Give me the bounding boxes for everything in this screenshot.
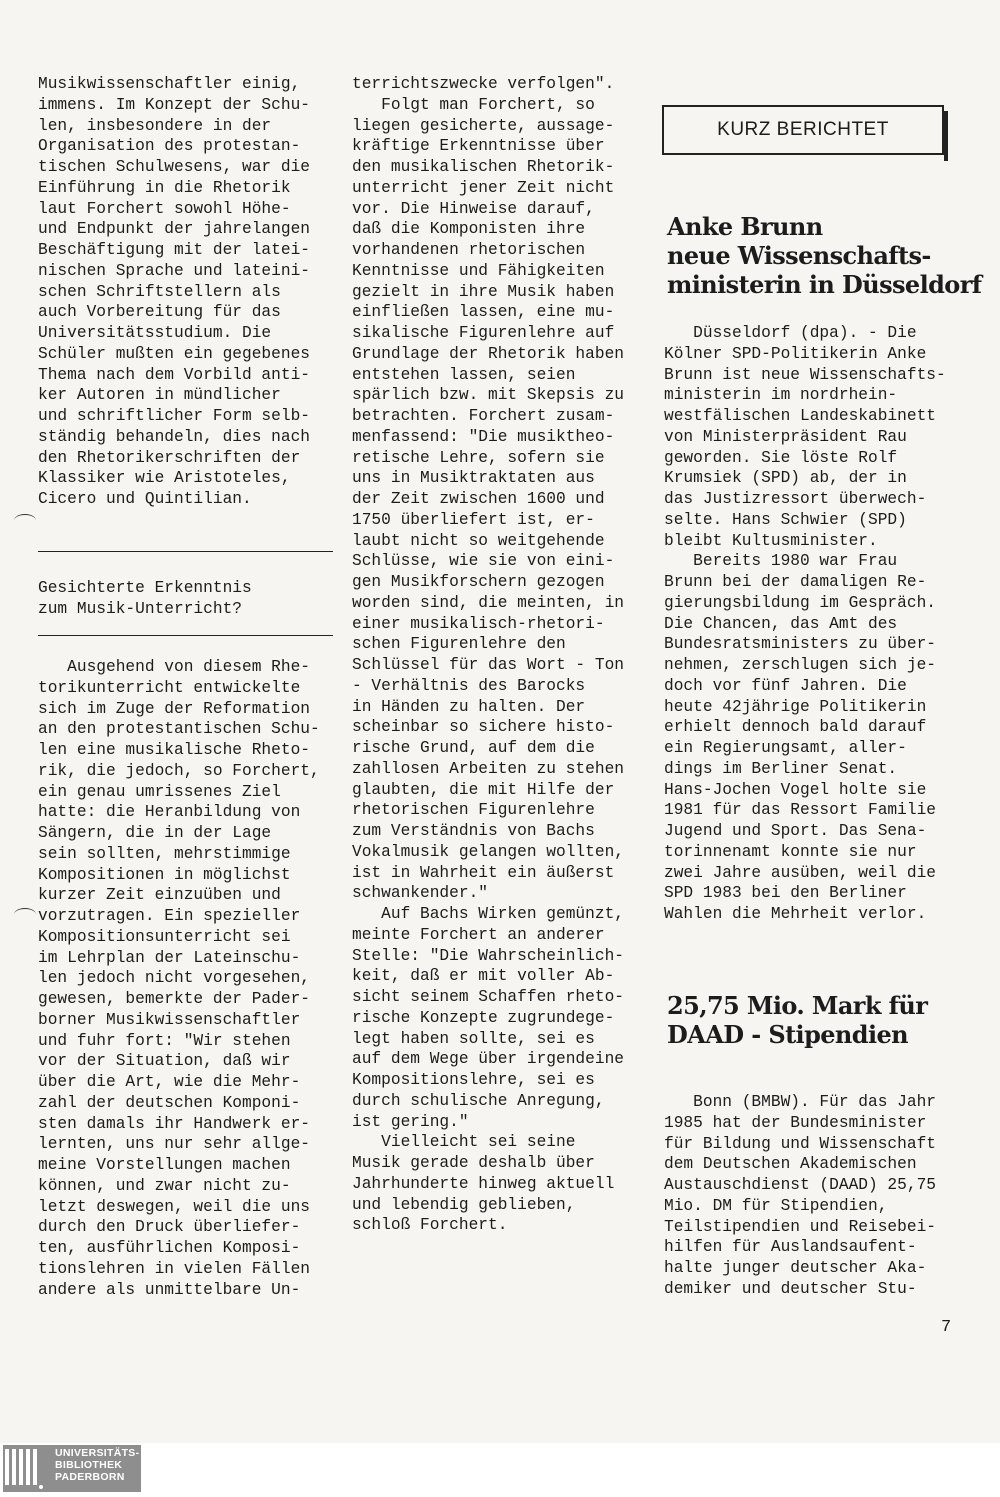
text-line: Ausgehend von diesem Rhe-: [38, 658, 310, 676]
text-line: dem Deutschen Akademischen: [664, 1155, 917, 1174]
text-line: für Bildung und Wissenschaft: [664, 1134, 936, 1153]
article-2-headline-line: 25,75 Mio. Mark für: [667, 991, 928, 1020]
text-line: sein sollten, mehrstimmige: [38, 844, 291, 863]
text-line: durch schulische Anregung,: [352, 1091, 605, 1110]
column-1-continued: [38, 657, 320, 1300]
text-line: Einführung in die Rhetorik: [38, 178, 291, 197]
text-line: Stelle: "Die Wahrscheinlich-: [352, 946, 624, 965]
text-line: worden sind, die meinten, in: [352, 593, 624, 612]
subheading: [38, 578, 252, 620]
text-line: Musikwissenschaftler einig,: [38, 75, 301, 93]
text-line: sich im Zuge der Reformation: [38, 699, 310, 718]
text-line: demiker und deutscher Stu-: [664, 1279, 917, 1298]
text-line: keit, daß er mit voller Ab-: [352, 967, 615, 986]
text-line: laubt nicht so weitgehende: [352, 531, 605, 550]
text-line: uns in Musiktraktaten aus: [352, 469, 595, 488]
text-line: Vokalmusik gelangen wollten,: [352, 842, 624, 861]
text-line: ministerin im nordrhein-: [664, 386, 898, 405]
text-line: Organisation des protestan-: [38, 137, 301, 156]
barcode-icon: [5, 1449, 40, 1490]
column-2-text: [352, 74, 624, 1236]
library-name-line: BIBLIOTHEK: [55, 1459, 123, 1471]
subheading-line: zum Musik-Unterricht?: [38, 599, 242, 618]
text-line: über die Art, wie die Mehr-: [38, 1073, 301, 1091]
text-line: selte. Hans Schwier (SPD): [664, 510, 907, 529]
text-line: glaubten, die mit Hilfe der: [352, 780, 615, 799]
text-line: letzt deswegen, weil die uns: [38, 1197, 310, 1216]
text-line: bleibt Kultusminister.: [664, 531, 878, 550]
text-line: zahl der deutschen Komponi-: [38, 1093, 301, 1112]
text-line: vorhandenen rhetorischen: [352, 241, 586, 259]
text-line: 1981 für das Ressort Familie: [664, 801, 936, 820]
text-line: rische Konzepte zugrundege-: [352, 1008, 615, 1027]
text-line: liegen gesicherte, aussage-: [352, 116, 615, 135]
text-line: Brunn ist neue Wissenschafts-: [664, 365, 946, 384]
text-line: schwankender.": [352, 884, 488, 903]
text-line: Teilstipendien und Reisebei-: [664, 1217, 936, 1236]
text-line: Schüler mußten ein gegebenes: [38, 344, 310, 363]
text-line: SPD 1983 bei den Berliner: [664, 884, 907, 903]
text-line: Krumsiek (SPD) ab, der in: [664, 469, 907, 488]
text-line: 1750 überliefert ist, er-: [352, 510, 595, 529]
text-line: gezielt in ihre Musik haben: [352, 282, 615, 301]
text-line: im Lehrplan der Lateinschu-: [38, 948, 301, 967]
subheading-line: Gesichterte Erkenntnis: [38, 579, 252, 597]
article-1-headline: [667, 212, 981, 299]
text-line: schloß Forchert.: [352, 1216, 508, 1235]
library-name-line: UNIVERSITÄTS-: [55, 1447, 140, 1459]
text-line: nehmen, zerschlugen sich je-: [664, 656, 936, 674]
text-line: meine Vorstellungen machen: [38, 1156, 291, 1174]
text-line: entstehen lassen, seien: [352, 365, 576, 384]
text-line: Bereits 1980 war Frau: [664, 552, 898, 571]
text-line: erhielt dennoch bald darauf: [664, 718, 927, 737]
library-logo: [3, 1445, 141, 1492]
text-line: Kenntnisse und Fähigkeiten: [352, 261, 605, 280]
text-line: Schlüssel für das Wort - Ton: [352, 656, 624, 674]
text-line: len eine musikalische Rheto-: [38, 741, 310, 759]
text-line: doch vor fünf Jahren. Die: [664, 676, 907, 695]
article-1-headline-line: Anke Brunn: [667, 212, 823, 241]
article-2-headline-line: DAAD - Stipendien: [667, 1020, 908, 1049]
article-2-headline: [667, 991, 927, 1049]
text-line: Beschäftigung mit der latei-: [38, 241, 310, 259]
text-line: Kölner SPD-Politikerin Anke: [664, 344, 927, 363]
text-line: heute 42jährige Politikerin: [664, 697, 927, 716]
text-line: durch den Druck überliefer-: [38, 1218, 301, 1237]
text-line: zwei Jahre ausüben, weil die: [664, 863, 936, 882]
text-line: Universitätsstudium. Die: [38, 324, 272, 342]
text-line: Die Chancen, das Amt des: [664, 614, 898, 633]
text-line: len jedoch nicht vorgesehen,: [38, 969, 310, 988]
text-line: den Rhetorikerschriften der: [38, 448, 301, 467]
text-line: vor. Die Hinweise darauf,: [352, 199, 595, 218]
text-line: Kompositionen in möglichst: [38, 865, 291, 884]
column-1-text-top: [38, 74, 310, 510]
text-line: rische Grund, auf dem die: [352, 739, 595, 757]
text-line: ten, ausführlichen Komposi-: [38, 1239, 301, 1257]
text-line: Kompositionsunterricht sei: [38, 927, 291, 946]
text-line: gewesen, bemerkte der Pader-: [38, 990, 310, 1008]
text-line: vorzutragen. Ein spezieller: [38, 907, 301, 925]
text-line: Klassiker wie Aristoteles,: [38, 469, 291, 488]
text-line: betrachten. Forchert zusam-: [352, 407, 615, 425]
text-line: dings im Berliner Senat.: [664, 759, 898, 778]
text-line: hilfen für Auslandsaufent-: [664, 1238, 917, 1257]
text-line: borner Musikwissenschaftler: [38, 1010, 301, 1029]
text-line: gierungsbildung im Gespräch.: [664, 593, 936, 612]
margin-mark: [14, 908, 36, 921]
text-line: sikalische Figurenlehre auf: [352, 324, 615, 342]
text-line: und lebendig geblieben,: [352, 1195, 576, 1214]
text-line: schen Figurenlehre den: [352, 635, 566, 654]
text-line: ker Autoren in mündlicher: [38, 386, 281, 405]
kurz-berichtet-label: KURZ BERICHTET: [717, 119, 889, 140]
text-line: und Endpunkt der jahrelangen: [38, 220, 310, 239]
text-line: zahllosen Arbeiten zu stehen: [352, 759, 624, 778]
text-line: Jugend und Sport. Das Sena-: [664, 822, 927, 840]
article-1-headline-line: ministerin in Düsseldorf: [667, 270, 982, 299]
text-line: retische Lehre, sofern sie: [352, 448, 605, 467]
text-line: 1985 hat der Bundesminister: [664, 1113, 927, 1132]
text-line: legt haben sollte, sei es: [352, 1029, 595, 1048]
text-line: terrichtszwecke verfolgen".: [352, 75, 615, 93]
kurz-berichtet-box: [662, 105, 944, 155]
text-line: gen Musikforschern gezogen: [352, 573, 605, 591]
text-line: hatte: die Heranbildung von: [38, 803, 301, 822]
text-line: den musikalischen Rhetorik-: [352, 158, 615, 176]
text-line: Vielleicht sei seine: [352, 1133, 576, 1152]
text-line: tionslehren in vielen Fällen: [38, 1259, 310, 1278]
text-line: lernten, uns nur sehr allge-: [38, 1135, 310, 1154]
text-line: tischen Schulwesens, war die: [38, 158, 310, 176]
text-line: von Ministerpräsident Rau: [664, 427, 907, 446]
article-2-body: [664, 1092, 936, 1300]
text-line: kurzer Zeit einzuüben und: [38, 886, 281, 905]
text-line: torikunterricht entwickelte: [38, 678, 301, 697]
article-1-body: [664, 323, 946, 925]
text-line: meinte Forchert an anderer: [352, 925, 605, 944]
text-line: Mio. DM für Stipendien,: [664, 1196, 888, 1215]
text-line: zum Verständnis von Bachs: [352, 822, 595, 840]
margin-mark: [14, 514, 36, 527]
text-line: Grundlage der Rhetorik haben: [352, 344, 624, 363]
text-line: laut Forchert sowohl Höhe-: [38, 199, 291, 218]
text-line: torinnenamt konnte sie nur: [664, 842, 917, 861]
text-line: auf dem Wege über irgendeine: [352, 1050, 624, 1069]
text-line: ständig behandeln, dies nach: [38, 427, 310, 446]
text-line: ein Regierungsamt, aller-: [664, 739, 907, 757]
text-line: sicht seinem Schaffen rheto-: [352, 988, 624, 1006]
text-line: Jahrhunderte hinweg aktuell: [352, 1174, 615, 1193]
text-line: Hans-Jochen Vogel holte sie: [664, 780, 927, 799]
column-2: [352, 74, 624, 1236]
column-1-text-bottom: [38, 657, 320, 1300]
text-line: Austauschdienst (DAAD) 25,75: [664, 1176, 936, 1194]
text-line: sten damals ihr Handwerk er-: [38, 1114, 310, 1133]
text-line: ein genau umrissenes Ziel: [38, 782, 281, 801]
divider-rule-top: [38, 551, 333, 552]
library-footer: [0, 1443, 1000, 1497]
text-line: Cicero und Quintilian.: [38, 490, 252, 508]
text-line: einer musikalisch-rhetori-: [352, 614, 605, 633]
divider-rule-bottom: [38, 635, 333, 636]
text-line: vor der Situation, daß wir: [38, 1052, 291, 1071]
text-line: und fuhr fort: "Wir stehen: [38, 1031, 291, 1050]
text-line: in Händen zu halten. Der: [352, 697, 586, 716]
text-line: können, und zwar nicht zu-: [38, 1176, 291, 1195]
text-line: Düsseldorf (dpa). - Die: [664, 324, 917, 342]
text-line: ist in Wahrheit ein äußerst: [352, 863, 615, 882]
text-line: scheinbar so sichere histo-: [352, 718, 615, 737]
text-line: an den protestantischen Schu-: [38, 720, 320, 739]
text-line: Brunn bei der damaligen Re-: [664, 573, 927, 591]
text-line: spärlich bzw. mit Skepsis zu: [352, 386, 624, 405]
library-name-line: PADERBORN: [55, 1471, 125, 1483]
text-line: auch Vorbereitung für das: [38, 303, 281, 322]
text-line: menfassend: "Die musiktheo-: [352, 427, 615, 446]
text-line: daß die Komponisten ihre: [352, 220, 586, 239]
text-line: Bundesratsministers zu über-: [664, 635, 936, 654]
text-line: schen Schriftstellern als: [38, 282, 281, 301]
text-line: Musik gerade deshalb über: [352, 1154, 595, 1172]
text-line: unterricht jener Zeit nicht: [352, 178, 615, 197]
text-line: ist gering.": [352, 1112, 469, 1131]
text-line: halte junger deutscher Aka-: [664, 1259, 927, 1277]
text-line: Auf Bachs Wirken gemünzt,: [352, 905, 624, 923]
text-line: andere als unmittelbare Un-: [38, 1280, 301, 1299]
text-line: nischen Sprache und lateini-: [38, 261, 310, 280]
text-line: und schriftlicher Form selb-: [38, 407, 310, 425]
text-line: immens. Im Konzept der Schu-: [38, 95, 310, 114]
text-line: rik, die jedoch, so Forchert,: [38, 761, 320, 780]
text-line: Wahlen die Mehrheit verlor.: [664, 905, 927, 923]
text-line: len, insbesondere in der: [38, 116, 272, 135]
text-line: Kompositionslehre, sei es: [352, 1071, 595, 1089]
text-line: Folgt man Forchert, so: [352, 95, 595, 114]
article-1-headline-line: neue Wissenschafts-: [667, 241, 931, 270]
library-name: [55, 1447, 139, 1483]
page-number: 7: [941, 1318, 952, 1337]
text-line: Sängern, die in der Lage: [38, 824, 272, 842]
column-1: [38, 74, 310, 510]
text-line: Bonn (BMBW). Für das Jahr: [664, 1093, 936, 1111]
text-line: Thema nach dem Vorbild anti-: [38, 365, 310, 384]
text-line: geworden. Sie löste Rolf: [664, 448, 898, 467]
dot-icon: [39, 1485, 43, 1489]
text-line: der Zeit zwischen 1600 und: [352, 490, 605, 508]
text-line: einfließen lassen, eine mu-: [352, 303, 615, 322]
text-line: rhetorischen Figurenlehre: [352, 801, 595, 820]
text-line: westfälischen Landeskabinett: [664, 407, 936, 425]
text-line: - Verhältnis des Barocks: [352, 676, 586, 695]
text-line: kräftige Erkenntnisse über: [352, 137, 605, 156]
text-line: das Justizressort überwech-: [664, 490, 927, 508]
text-line: Schlüsse, wie sie von eini-: [352, 552, 615, 571]
